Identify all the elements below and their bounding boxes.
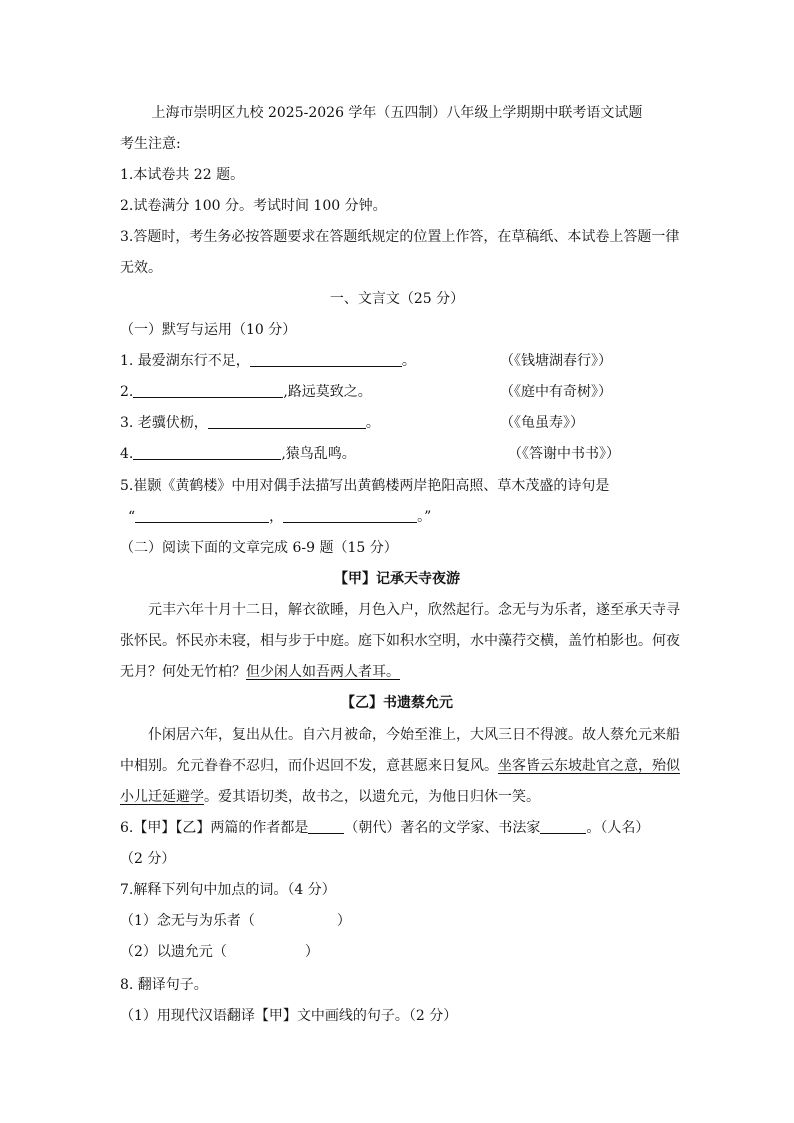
passage-yi-line3-text: 。爱其语切类，故书之，以遗允元，为他日归休一笑。 — [204, 789, 540, 805]
question-6-part1: 6.【甲】【乙】两篇的作者都是 — [120, 820, 309, 836]
passage-jia-line1: 元丰六年十月十二日，解衣欲睡，月色入户，欣然起行。念无与为乐者，遂至承天寺寻 — [148, 602, 680, 618]
question-6-part2: （朝代）著名的文学家、书法家 — [344, 820, 541, 836]
question-5-open-quote: “ — [128, 509, 136, 525]
question-1-prefix: 1. 最爱湖东行不足， — [120, 353, 250, 369]
question-2-blank[interactable] — [133, 383, 283, 398]
question-5-close-quote: 。” — [417, 509, 432, 525]
question-6 — [120, 818, 649, 838]
question-1 — [120, 351, 416, 371]
question-5-blank-2[interactable] — [283, 508, 417, 523]
question-2-suffix: ,路远莫致之。 — [283, 384, 372, 400]
passage-yi-underlined-2: 小儿迁延避学 — [120, 789, 204, 805]
passage-jia-line3 — [120, 662, 400, 682]
passage-yi-line2 — [120, 756, 680, 776]
question-2-source: （《庭中有奇树》） — [500, 384, 612, 400]
question-3-suffix: 。 — [365, 415, 380, 431]
notice-item-2: 2.试卷满分 100 分。考试时间 100 分钟。 — [120, 198, 387, 214]
exam-title: 上海市崇明区九校 2025-2026 学年（五四制）八年级上学期期中联考语文试题 — [151, 105, 643, 121]
question-1-suffix: 。 — [401, 353, 416, 369]
question-4-source: （《答谢中书书》） — [508, 446, 620, 462]
question-8-item-1: （1）用现代汉语翻译【甲】文中画线的句子。（2 分） — [120, 1008, 458, 1024]
passage-yi-title: 【乙】书遗蔡允元 — [341, 695, 453, 711]
passage-jia-line3-text: 无月？何处无竹柏？ — [120, 664, 246, 680]
question-6-part3: 。（人名） — [586, 820, 650, 836]
question-5-blank-1[interactable] — [135, 508, 269, 523]
passage-yi-underlined-1: 坐客皆云东坡赴官之意，殆似 — [498, 758, 680, 774]
notice-heading: 考生注意: — [120, 136, 181, 152]
notice-item-3-line1: 3.答题时，考生务必按答题要求在答题纸规定的位置上作答，在草稿纸、本试卷上答题一律 — [120, 229, 680, 245]
question-7-item-1-prefix: （1）念无与为乐者（ — [120, 913, 255, 929]
question-3-source: （《龟虽寿》） — [500, 415, 584, 431]
passage-jia-title: 【甲】记承天寺夜游 — [334, 571, 460, 587]
question-4-suffix: ,猿鸟乱鸣。 — [281, 446, 356, 462]
passage-jia-line2: 张怀民。怀民亦未寝，相与步于中庭。庭下如积水空明，水中藻荇交横，盖竹柏影也。何夜 — [120, 633, 680, 649]
question-4 — [120, 444, 356, 464]
question-5-comma: ， — [269, 509, 284, 525]
passage-jia-underlined-sentence: 但少闲人如吾两人者耳。 — [246, 664, 400, 680]
question-2-prefix: 2. — [120, 384, 134, 400]
question-8-title: 8. 翻译句子。 — [120, 977, 208, 993]
question-3-blank[interactable] — [208, 414, 366, 429]
passage-yi-line1: 仆闲居六年，复出从仕。自六月被命，今始至淮上，大风三日不得渡。故人蔡允元来船 — [148, 727, 680, 743]
question-6-blank-dynasty[interactable] — [308, 819, 344, 834]
part-2-title: （二）阅读下面的文章完成 6-9 题（15 分） — [120, 540, 398, 556]
question-7-item-1-suffix: ） — [336, 913, 351, 929]
notice-item-1: 1.本试卷共 22 题。 — [120, 167, 245, 183]
question-5-answer — [120, 507, 431, 527]
passage-yi-line3 — [120, 787, 540, 807]
question-6-score: （2 分） — [120, 851, 176, 867]
question-7-item-2-suffix: ） — [304, 944, 319, 960]
question-7-item-2-prefix: （2）以遗允元（ — [120, 944, 227, 960]
question-3-prefix: 3. 老骥伏枥， — [120, 415, 208, 431]
part-1-title: （一）默写与运用（10 分） — [120, 322, 297, 338]
question-4-blank[interactable] — [133, 445, 281, 460]
passage-yi-line2-text: 中相别。允元眷眷不忍归，而仆迟回不发，意甚愿来日复风。 — [120, 758, 498, 774]
question-1-blank[interactable] — [250, 352, 402, 367]
question-5-line1: 5.崔颢《黄鹤楼》中用对偶手法描写出黄鹤楼两岸艳阳高照、草木茂盛的诗句是 — [120, 478, 610, 494]
question-7-title: 7.解释下列句中加点的词。（4 分） — [120, 882, 336, 898]
question-7-item-1 — [120, 911, 351, 931]
section-1-title: 一、文言文（25 分） — [329, 291, 465, 307]
question-6-blank-name[interactable] — [540, 819, 586, 834]
question-7-item-2 — [120, 942, 319, 962]
question-2 — [120, 382, 372, 402]
notice-item-3-line2: 无效。 — [120, 260, 162, 276]
question-4-prefix: 4. — [120, 446, 134, 462]
question-3 — [120, 413, 380, 433]
question-1-source: （《钱塘湖春行》） — [500, 353, 612, 369]
